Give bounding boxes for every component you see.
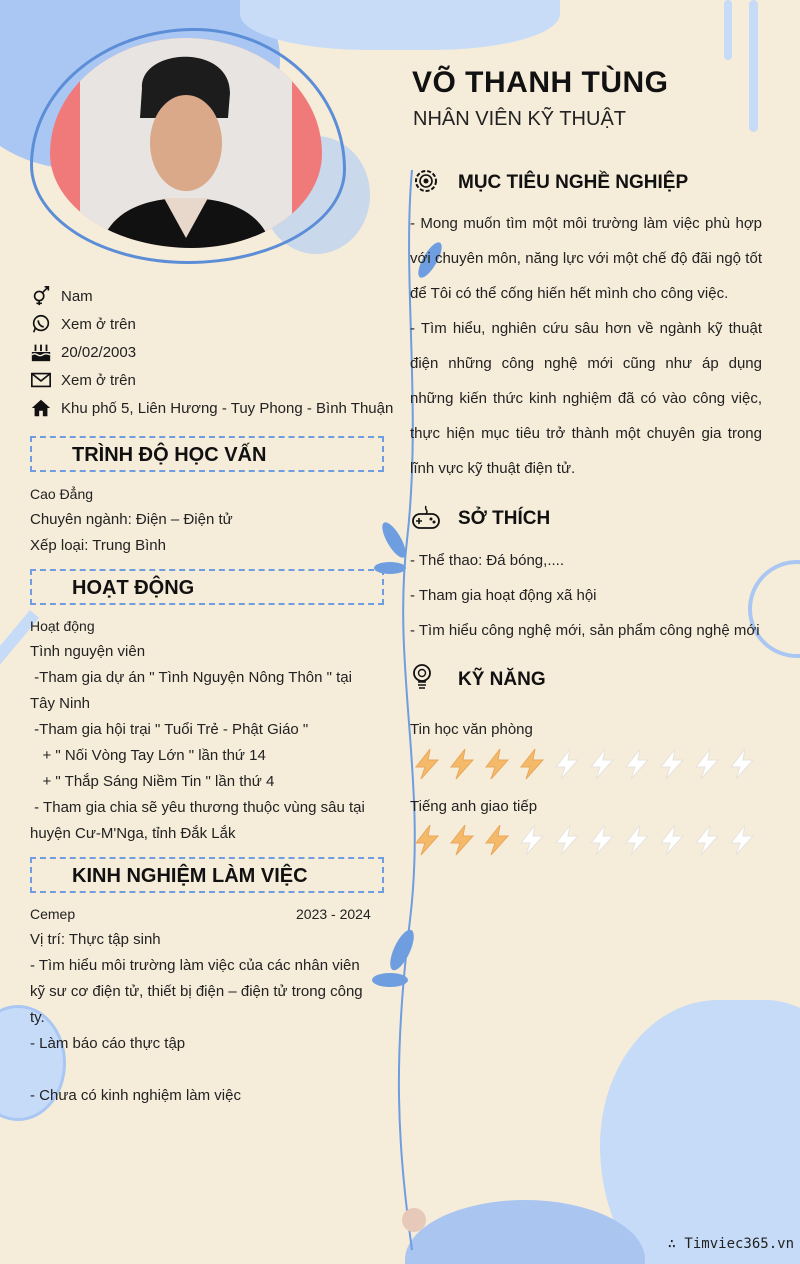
contact-gender: [30, 285, 93, 307]
activity-line: Tình nguyện viên: [30, 643, 146, 660]
experience-heading-box: [30, 857, 384, 893]
birthday-text: 20/02/2003: [61, 343, 137, 361]
experience-line: - Chưa có kinh nghiệm làm việc: [30, 1087, 241, 1104]
bolt-icon: [727, 824, 757, 856]
bolt-icon: [622, 748, 652, 780]
education-heading: TRÌNH ĐỘ HỌC VẤN: [72, 444, 267, 466]
hobby-item: - Tìm hiểu công nghệ mới, sản phẩm công nghệ mới: [410, 622, 760, 639]
address-text: Khu phố 5, Liên Hương - Tuy Phong - Bình Thuận: [61, 399, 394, 417]
profile-name: VÕ THANH TÙNG: [412, 66, 669, 99]
experience-line: - Làm báo cáo thực tập: [30, 1035, 186, 1052]
activity-line: Hoạt động: [30, 618, 95, 634]
profile-title: NHÂN VIÊN KỸ THUẬT: [413, 108, 626, 130]
decor-bar-1: [724, 0, 732, 60]
activities-heading-box: [30, 569, 384, 605]
objective-paragraph: - Mong muốn tìm một môi trường làm việc phù hợp với chuyên môn, năng lực với một chế độ đãi ngộ tốt để Tôi có thể cống hiến hết mình cho công việc.: [410, 215, 762, 302]
bolt-icon: [552, 748, 582, 780]
activity-line: -Tham gia hội trại " Tuổi Trẻ - Phật Giáo ": [30, 721, 309, 738]
education-line: Chuyên ngành: Điện – Điện tử: [30, 511, 233, 528]
skills-heading: KỸ NĂNG: [458, 669, 546, 690]
contact-phone: [30, 313, 136, 335]
experience-company: Cemep: [30, 906, 76, 922]
contact-address: [30, 397, 393, 419]
education-heading-box: [30, 436, 384, 472]
objective-heading: MỤC TIÊU NGHỀ NGHIỆP: [458, 172, 689, 193]
decor-blob-bottom-right: [600, 1000, 800, 1264]
gamepad-icon: [411, 502, 441, 532]
bolt-icon: [727, 748, 757, 780]
bolt-icon: [412, 824, 442, 856]
phone-text: Xem ở trên: [61, 315, 136, 333]
bolt-icon: [447, 748, 477, 780]
bolt-icon: [482, 824, 512, 856]
experience-line: Vị trí: Thực tập sinh: [30, 931, 161, 948]
skill-label: Tiếng anh giao tiếp: [410, 798, 538, 815]
activities-heading: HOẠT ĐỘNG: [72, 577, 195, 599]
bolt-icon: [657, 748, 687, 780]
bolt-icon: [622, 824, 652, 856]
bolt-icon: [587, 748, 617, 780]
activity-line: huyện Cư-M'Nga, tỉnh Đắk Lắk: [30, 825, 236, 842]
experience-heading: KINH NGHIỆM LÀM VIỆC: [72, 865, 308, 887]
activity-line: - Tham gia chia sẽ yêu thương thuộc vùng sâu tại: [30, 799, 365, 816]
bolt-icon: [517, 824, 547, 856]
contact-birthday: [30, 341, 136, 363]
hobby-item: - Thể thao: Đá bóng,....: [410, 552, 564, 569]
gender-text: Nam: [61, 287, 93, 305]
bolt-icon: [692, 824, 722, 856]
experience-line: - Tìm hiểu môi trường làm việc của các nhân viên: [30, 957, 360, 974]
phone-icon: [30, 313, 52, 335]
experience-period: 2023 - 2024: [296, 906, 371, 922]
objective-paragraph: - Tìm hiểu, nghiên cứu sâu hơn về ngành kỹ thuật điện những công nghệ mới cũng như áp dụng những kiến thức kinh nghiệm đã có vào công việc, thực hiện mục tiêu trở thành một chuyên gia trong lĩnh vực kỹ thuật điện tử.: [410, 320, 762, 477]
bolt-icon: [587, 824, 617, 856]
skill-rating: [412, 748, 757, 780]
gender-icon: [30, 285, 52, 307]
bolt-icon: [412, 748, 442, 780]
activity-line: + " Nối Vòng Tay Lớn " lần thứ 14: [30, 747, 266, 764]
decor-bar-2: [749, 0, 758, 132]
cake-icon: [30, 341, 52, 363]
activity-line: Tây Ninh: [30, 695, 91, 712]
footer-brand: ∴ Timviec365.vn: [667, 1236, 794, 1252]
email-text: Xem ở trên: [61, 371, 136, 389]
bolt-icon: [517, 748, 547, 780]
education-line: Xếp loại: Trung Bình: [30, 537, 166, 554]
hobbies-heading: SỞ THÍCH: [458, 508, 551, 529]
bolt-icon: [552, 824, 582, 856]
email-icon: [30, 369, 52, 391]
activity-line: + " Thắp Sáng Niềm Tin " lần thứ 4: [30, 773, 275, 790]
education-line: Cao Đẳng: [30, 486, 94, 502]
contact-email: [30, 369, 136, 391]
bolt-icon: [657, 824, 687, 856]
decor-ring-right: [748, 560, 800, 658]
activity-line: -Tham gia dự án " Tình Nguyện Nông Thôn " tại: [30, 669, 352, 686]
experience-line: ty.: [30, 1009, 45, 1026]
home-icon: [30, 397, 52, 419]
skill-rating: [412, 824, 757, 856]
hobby-item: - Tham gia hoạt động xã hội: [410, 587, 597, 604]
bolt-icon: [482, 748, 512, 780]
objective-body: [410, 206, 762, 486]
bulb-icon: [409, 662, 439, 692]
skill-label: Tin học văn phòng: [410, 721, 533, 738]
gear-icon: [411, 166, 441, 196]
bolt-icon: [692, 748, 722, 780]
bolt-icon: [447, 824, 477, 856]
experience-line: kỹ sư cơ điện tử, thiết bị điện – điện tử trong công: [30, 983, 363, 1000]
